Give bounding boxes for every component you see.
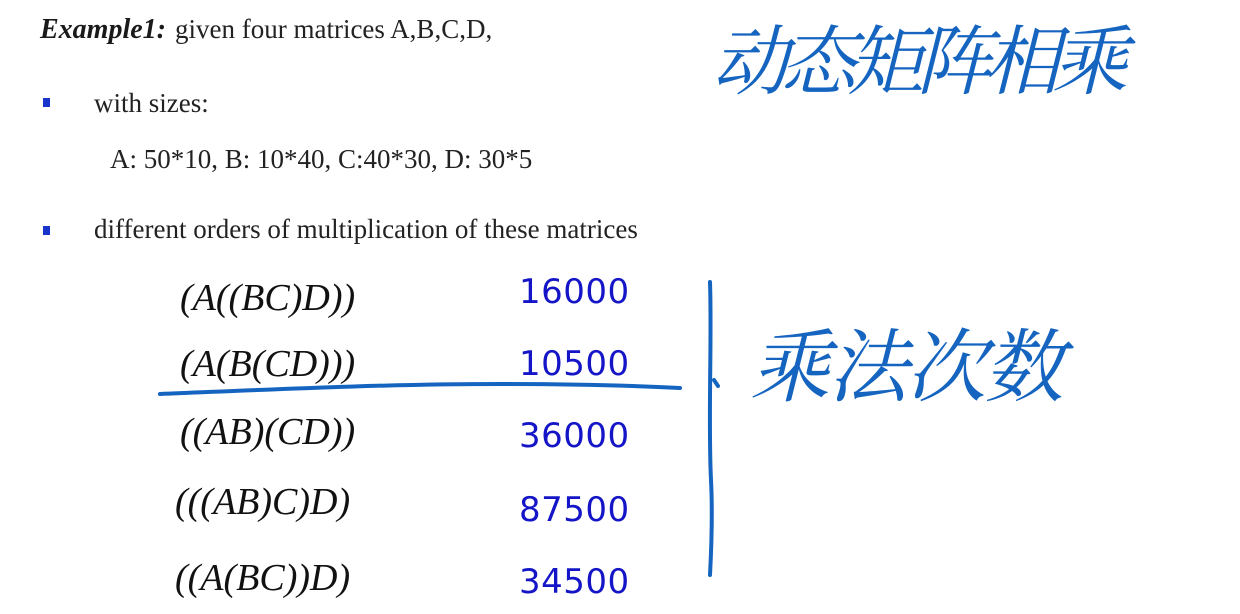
order-expression-1: (A((BC)D)) — [180, 277, 356, 319]
order-count-4: 87500 — [519, 490, 630, 530]
order-count-3: 36000 — [519, 416, 630, 456]
order-expression-3: ((AB)(CD)) — [180, 411, 356, 453]
order-count-1: 16000 — [519, 272, 630, 312]
bullet-sizes-text: with sizes: — [94, 88, 209, 118]
handwritten-side-note: 乘法次数 — [750, 321, 1062, 414]
order-expression-2: (A(B(CD))) — [180, 343, 356, 385]
bracket-stroke — [710, 282, 712, 575]
bullet-orders-text: different orders of multiplication of these matrices — [94, 214, 638, 244]
order-count-2: 10500 — [519, 344, 630, 384]
order-count-5: 34500 — [519, 562, 630, 602]
underline-stroke — [160, 384, 680, 394]
matrix-sizes-line: A: 50*10, B: 10*40, C:40*30, D: 30*5 — [110, 144, 533, 174]
order-expression-5: ((A(BC))D) — [175, 557, 351, 599]
example-label: Example1: — [40, 14, 166, 45]
order-expression-4: (((AB)C)D) — [175, 481, 351, 523]
side-note-underline — [714, 380, 718, 386]
handwritten-top-note: 动态矩阵相乘 — [712, 17, 1120, 106]
example-description: given four matrices A,B,C,D, — [175, 14, 493, 44]
